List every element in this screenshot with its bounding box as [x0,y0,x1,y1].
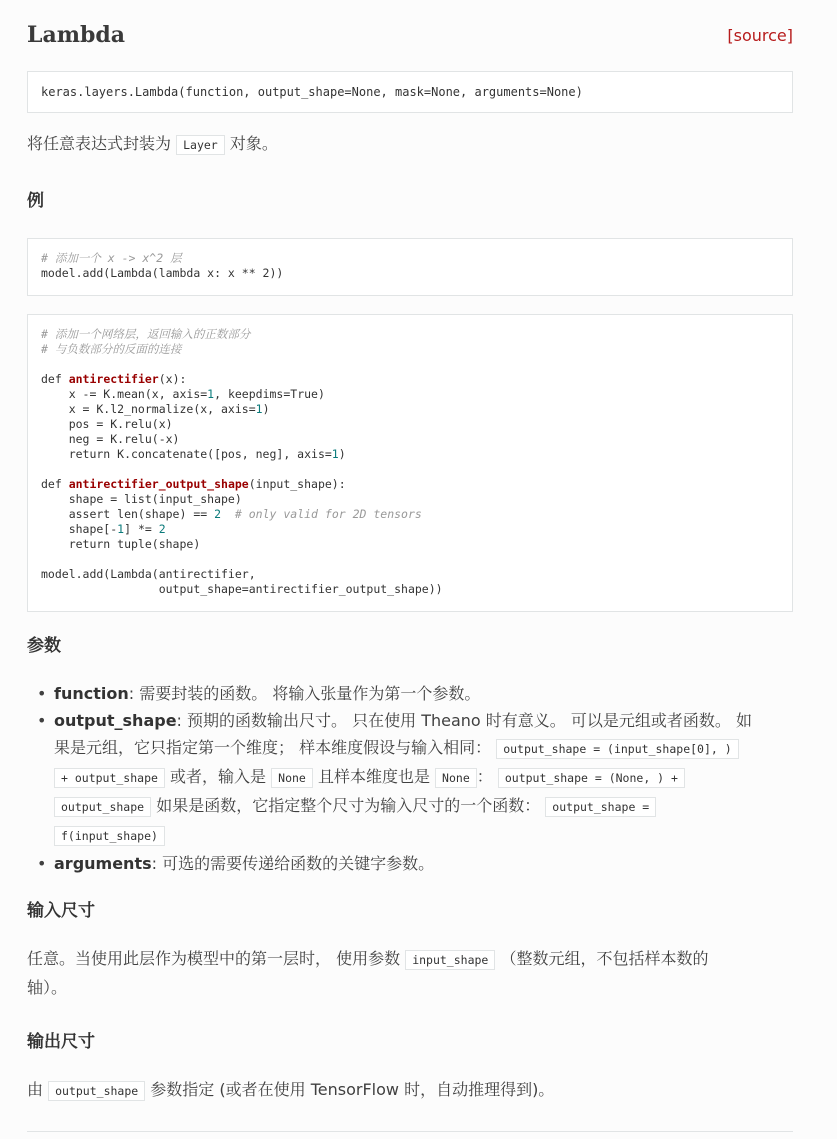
inline-code: output_shape [48,1081,145,1101]
inline-code: None [435,768,477,788]
code-comment: # only valid for 2D tensors [234,507,422,521]
list-item [27,850,797,877]
input-shape-heading: 输入尺寸 [27,901,95,921]
params-list [27,680,797,877]
code-block-2: # 添加一个网络层，返回输入的正数部分 # 与负数部分的反面的连接 def antirectifier(x): x -= K.mean(x, axis=1, keepdims=True) x = K.l2_normalize(x, axis=1) pos = K.relu(x) neg = K.relu(-x) return K.concatenate([pos, neg], axis=1) def antirectifier_output_shape(input_shape): shape = list(input_shape) assert len(shape) == 2 # only valid for 2D tensors shape[-1] *= 2 return tuple(shape) model.add(Lambda(antirectifier, output_shape=antirectifier_output_shape)) [27,314,793,612]
inline-code: None [271,768,313,788]
code-comment: # 添加一个 x -> x^2 层 [41,251,182,265]
inline-code: + output_shape [54,768,165,788]
inline-code: output_shape [54,797,151,817]
param-desc: : 需要封装的函数。 将输入张量作为第一个参数。 [128,684,481,703]
output-shape-paragraph [27,1076,554,1105]
code-line: model.add(Lambda(lambda x: x ** 2)) [41,266,284,280]
inline-code: output_shape = (None, ) + [498,768,685,788]
code-block-1 [27,238,793,296]
function-name: antirectifier [68,372,159,386]
inline-code: f(input_shape) [54,826,165,846]
divider [27,1131,793,1132]
function-name: antirectifier_output_shape [68,477,249,491]
paragraph-text: （整数元组，不包括样本数的 [500,949,709,968]
paragraph-text: 任意。当使用此层作为模型中的第一层时， 使用参数 [27,949,401,968]
param-name: function [54,684,129,703]
param-desc: : 可选的需要传递给函数的关键字参数。 [151,854,435,873]
inline-code: output_shape = [545,797,656,817]
code-comment: # 添加一个网络层，返回输入的正数部分 [41,327,251,341]
params-heading: 参数 [27,636,61,656]
intro-text: 将任意表达式封装为 [27,134,172,153]
signature-code: keras.layers.Lambda(function, output_shape=None, mask=None, arguments=None) [27,71,793,113]
param-desc: 如果是函数，它指定整个尺寸为输入尺寸的一个函数： [156,796,541,815]
inline-code: Layer [176,135,225,155]
param-desc: ： [476,767,493,786]
paragraph-text: 参数指定 (或者在使用 TensorFlow 时，自动推理得到)。 [150,1080,555,1099]
intro-paragraph [27,130,278,159]
code-comment: # 与负数部分的反面的连接 [41,342,182,356]
list-item [27,707,797,850]
param-name: output_shape [54,711,177,730]
list-item [27,680,797,707]
param-desc: 且样本维度也是 [317,767,430,786]
intro-text: 对象。 [229,134,278,153]
page-title: Lambda [27,22,126,48]
param-desc: 或者，输入是 [170,767,267,786]
example-heading: 例 [27,191,44,211]
paragraph-text: 轴）。 [27,978,68,997]
param-name: arguments [54,854,152,873]
output-shape-heading: 输出尺寸 [27,1032,95,1052]
inline-code: output_shape = (input_shape[0], ) [496,739,738,759]
paragraph-text: 由 [27,1080,44,1099]
inline-code: input_shape [405,950,495,970]
input-shape-paragraph [27,945,708,1001]
param-desc: 果是元组，它只指定第一个维度； 样本维度假设与输入相同： [54,738,492,757]
param-desc: : 预期的函数输出尺寸。 只在使用 Theano 时有意义。 可以是元组或者函数。 如 [176,711,752,730]
source-link[interactable]: [source] [727,26,793,45]
